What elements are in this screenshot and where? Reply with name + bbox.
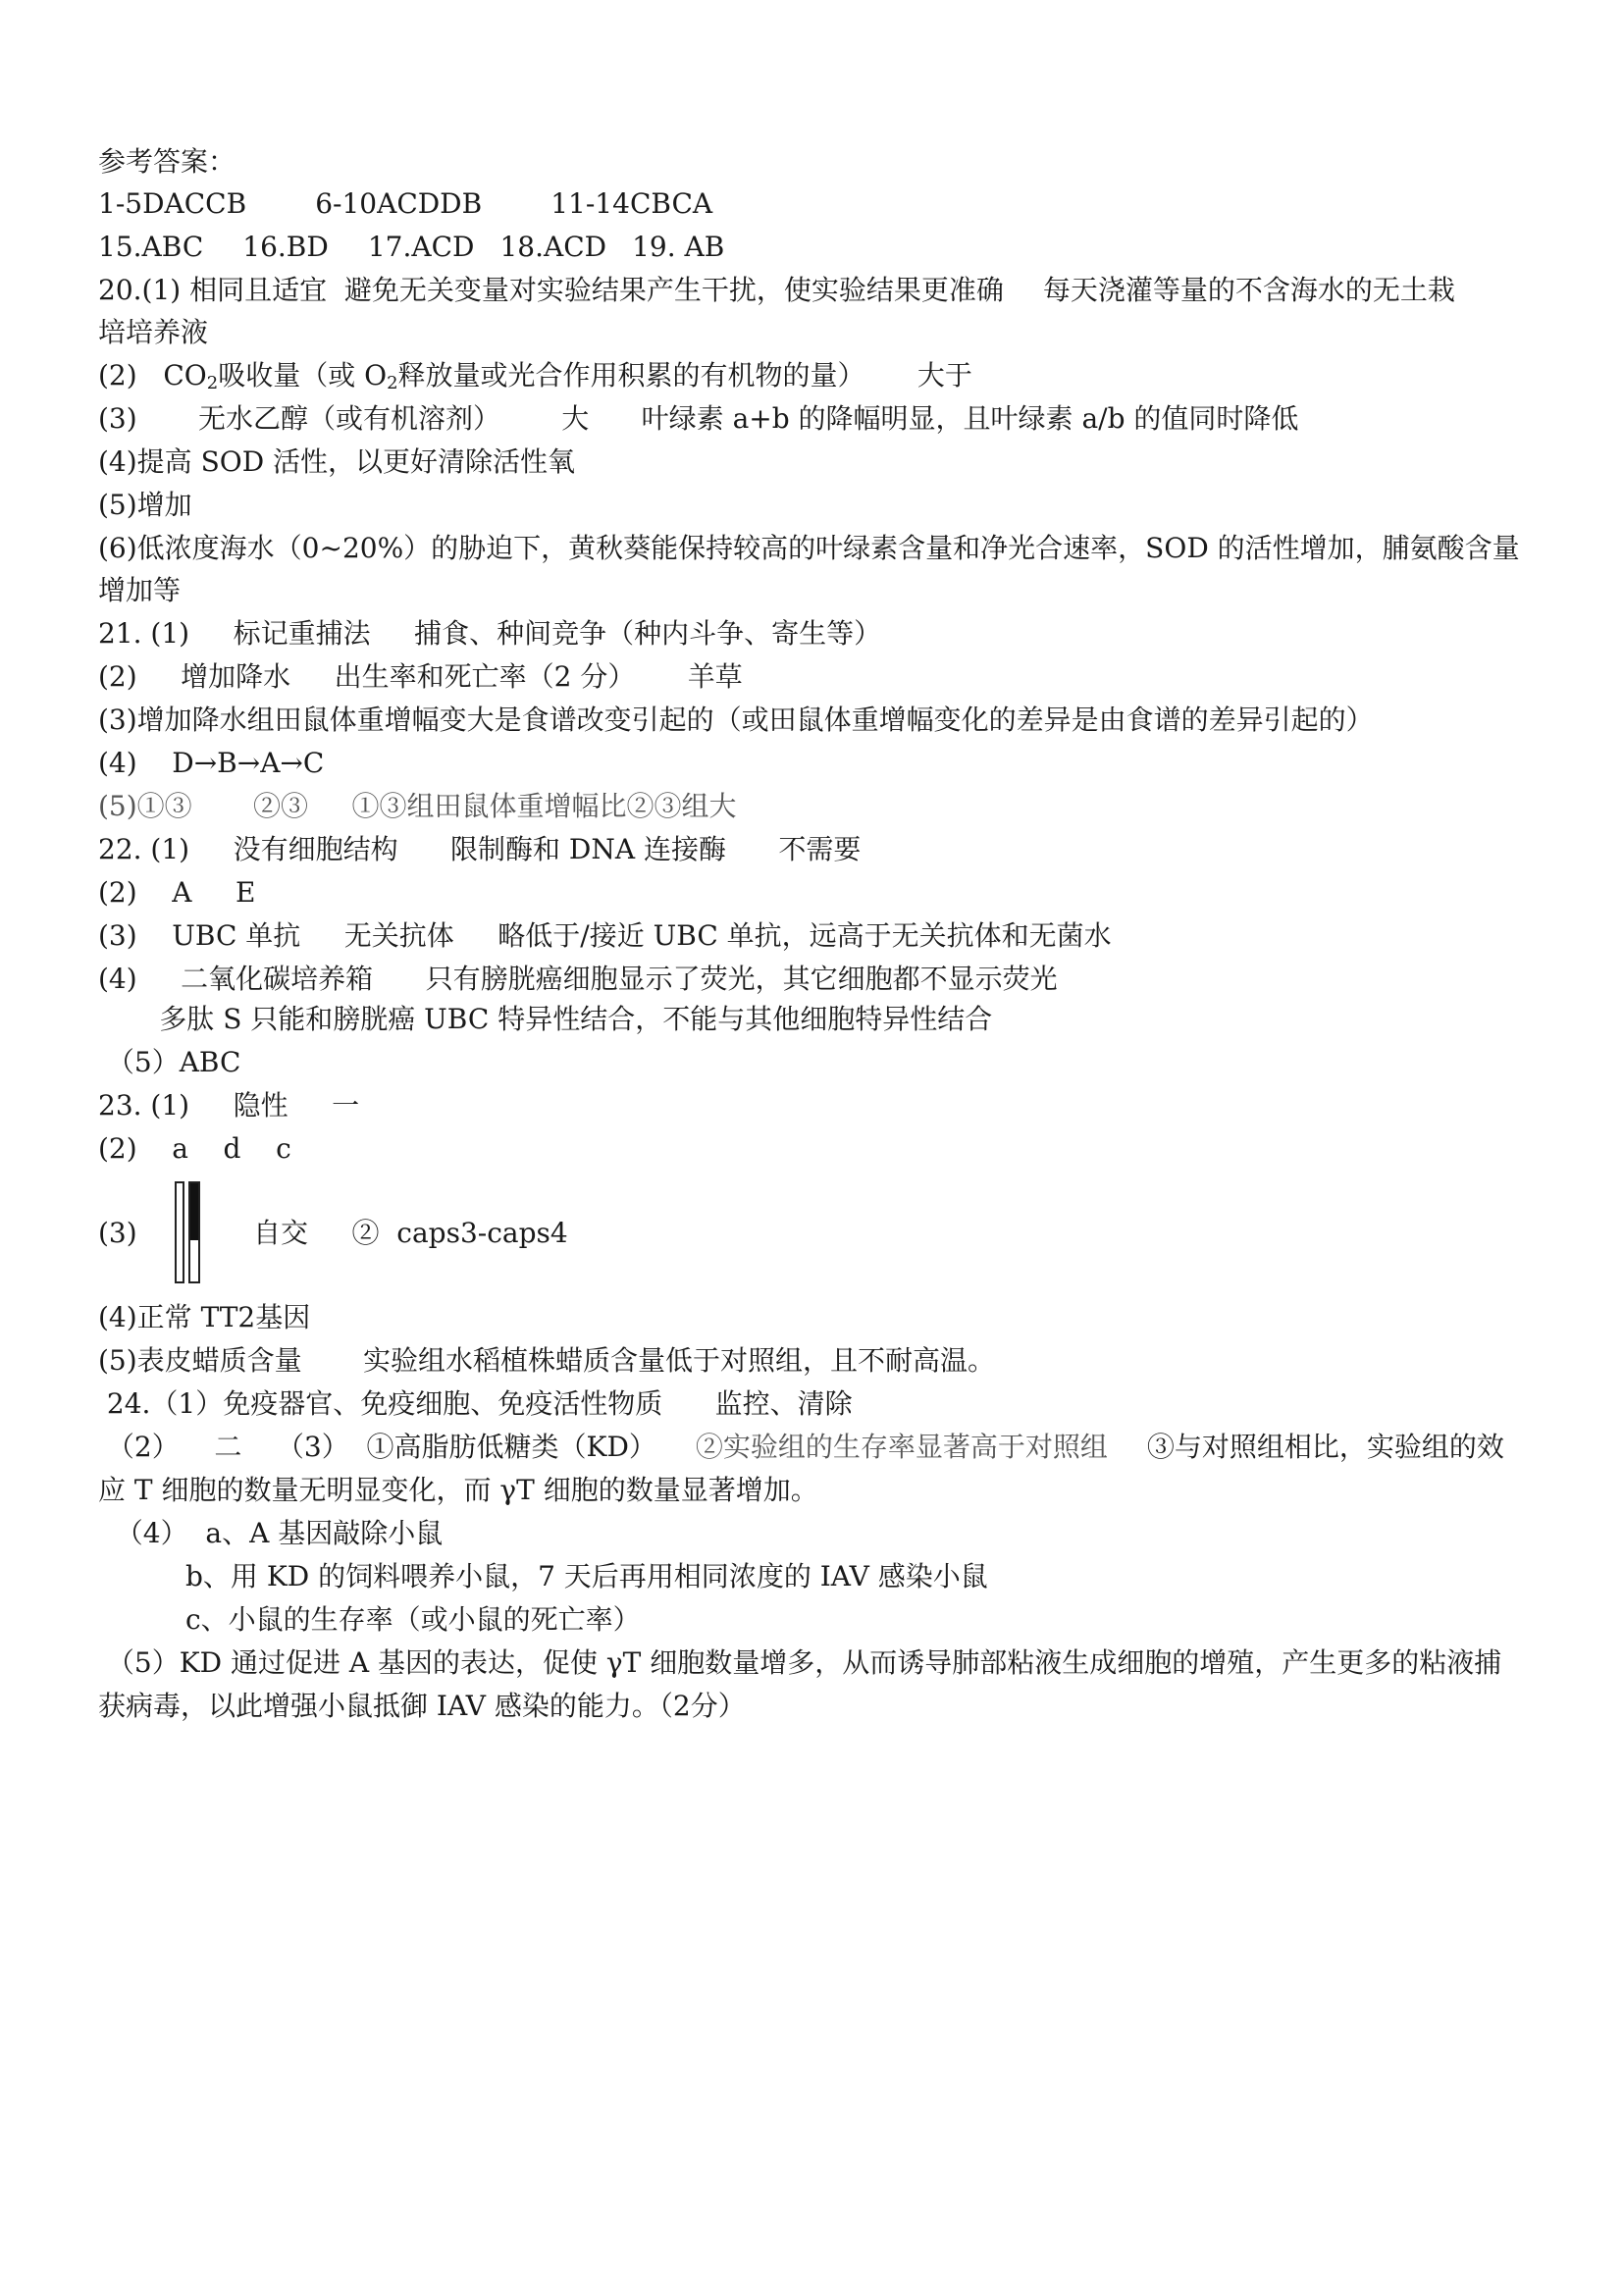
q21-line-5: (5)①③ ②③ ①③组田鼠体重增幅比②③组大	[98, 790, 737, 822]
mc-answer: 17.ACD	[367, 231, 475, 263]
mc-answers-row-2	[98, 231, 724, 264]
chromosome-left	[175, 1181, 184, 1283]
q21-line-2: (2) 增加降水 出生率和死亡率（2 分） 羊草	[98, 660, 743, 693]
subscript: 2	[387, 373, 398, 393]
q23-line-3-label: (3)	[98, 1217, 137, 1249]
q23-line-5: (5)表皮蜡质含量 实验组水稻植株蜡质含量低于对照组，且不耐高温。	[98, 1344, 995, 1377]
q20-line-2: 培培养液	[98, 316, 209, 348]
q20-co2-label: (2) CO	[98, 359, 207, 391]
q20-line-6: (5)增加	[98, 489, 192, 521]
q20-line-8: 增加等	[98, 574, 182, 606]
mc-answers-row-1	[98, 187, 712, 221]
chromosome-diagram	[173, 1181, 206, 1285]
mc-answer: 6-10ACDDB	[315, 187, 483, 220]
q20-line-5: (4)提高 SOD 活性，以更好清除活性氧	[98, 445, 576, 478]
q24-line-1: 24.（1）免疫器官、免疫细胞、免疫活性物质 监控、清除	[98, 1387, 853, 1420]
q22-line-5: 多肽 S 只能和膀胱癌 UBC 特异性结合，不能与其他细胞特异性结合	[98, 1003, 993, 1035]
q24-line-4: （4） a、A 基因敲除小鼠	[98, 1517, 444, 1549]
q23-line-4: (4)正常 TT2基因	[98, 1301, 311, 1333]
q20-line-1	[98, 274, 1455, 307]
q24-line-3: 应 T 细胞的数量无明显变化，而 γT 细胞的数量显著增加。	[98, 1474, 818, 1506]
q24-part-c: ③与对照组相比，实验组的效	[1146, 1431, 1504, 1463]
q24-line-8: 获病毒，以此增强小鼠抵御 IAV 感染的能力。（2分）	[98, 1690, 746, 1722]
q24-line-2	[98, 1431, 1504, 1464]
subscript: 2	[206, 373, 219, 393]
q24-line-5: b、用 KD 的饲料喂养小鼠，7 天后再用相同浓度的 IAV 感染小鼠	[98, 1560, 988, 1592]
q24-line-7: （5）KD 通过促进 A 基因的表达，促使 γT 细胞数量增多，从而诱导肺部粘液生成细胞的增殖，产生更多的粘液捕	[98, 1646, 1502, 1679]
q24-part-a: （2） 二 （3） ①高脂肪低糖类（KD）	[98, 1431, 656, 1463]
q23-line-1: 23. (1) 隐性 一	[98, 1089, 360, 1122]
q22-line-3: (3) UBC 单抗 无关抗体 略低于/接近 UBC 单抗，远高于无关抗体和无菌水	[98, 919, 1112, 952]
mc-answer: 1-5DACCB	[98, 187, 247, 220]
q22-line-1: 22. (1) 没有细胞结构 限制酶和 DNA 连接酶 不需要	[98, 833, 862, 865]
q24-part-b: ②实验组的生存率显著高于对照组	[695, 1431, 1108, 1463]
mc-answer: 15.ABC	[98, 231, 204, 263]
q20-part-b: 每天浇灌等量的不含海水的无土栽	[1042, 274, 1455, 306]
mc-answer: 19. AB	[632, 231, 725, 263]
chromosome-right	[188, 1181, 200, 1283]
q21-line-3: (3)增加降水组田鼠体重增幅变大是食谱改变引起的（或田鼠体重增幅变化的差异是由食谱的差异引起的）	[98, 704, 1374, 736]
q22-line-2: (2) A E	[98, 876, 256, 909]
q22-line-6: （5）ABC	[98, 1046, 241, 1078]
q23-line-3-text: 自交 ② caps3-caps4	[253, 1217, 568, 1249]
q22-line-4: (4) 二氧化碳培养箱 只有膀胱癌细胞显示了荧光，其它细胞都不显示荧光	[98, 963, 1058, 995]
q23-line-2: (2) a d c	[98, 1132, 291, 1165]
q20-o2-label: 吸收量（或 O	[218, 359, 388, 391]
mc-answer: 11-14CBCA	[550, 187, 713, 220]
q20-line-7: (6)低浓度海水（0~20%）的胁迫下，黄秋葵能保持较高的叶绿素含量和净光合速率，SOD 的活性增加，脯氨酸含量	[98, 532, 1520, 564]
mc-answer: 18.ACD	[499, 231, 607, 263]
q20-line-3	[98, 359, 972, 392]
q21-line-4: (4) D→B→A→C	[98, 747, 325, 779]
q20-line-3-rest: 释放量或光合作用积累的有机物的量） 大于	[397, 359, 972, 391]
q20-line-4: (3) 无水乙醇（或有机溶剂） 大 叶绿素 a+b 的降幅明显，且叶绿素 a/b 的值同时降低	[98, 402, 1299, 435]
q24-line-6: c、小鼠的生存率（或小鼠的死亡率）	[98, 1603, 641, 1636]
q20-part-a: 20.(1) 相同且适宜 避免无关变量对实验结果产生干扰，使实验结果更准确	[98, 274, 1004, 306]
q21-line-1: 21. (1) 标记重捕法 捕食、种间竞争（种内斗争、寄生等）	[98, 617, 882, 650]
mc-answer: 16.BD	[242, 231, 329, 263]
page-title: 参考答案：	[98, 145, 236, 178]
